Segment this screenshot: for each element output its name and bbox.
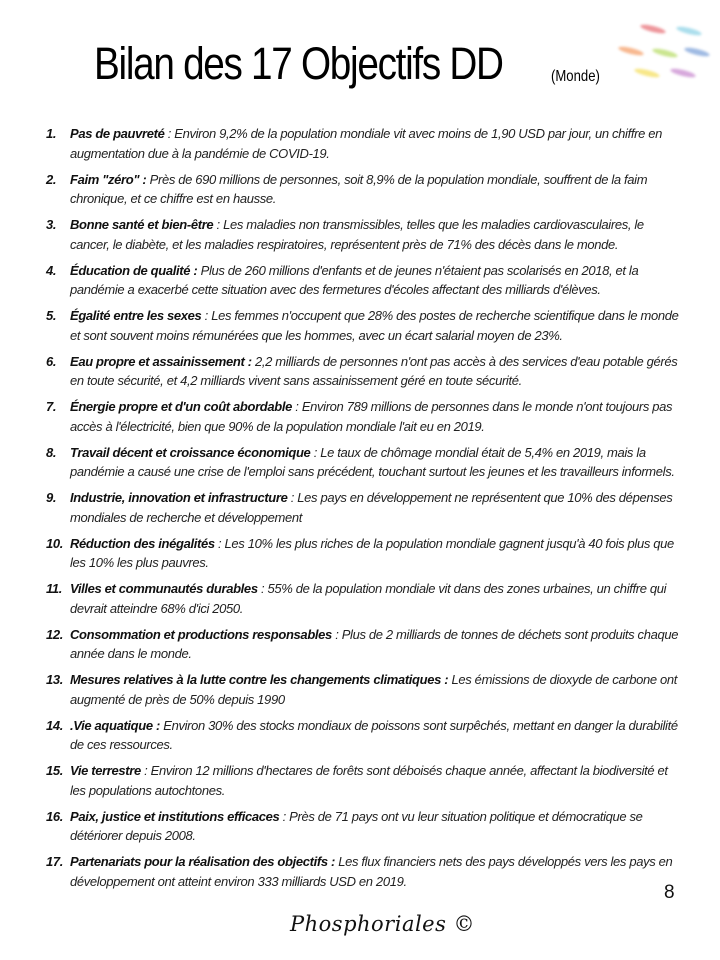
goal-separator: :: [257, 581, 268, 596]
goal-description: Les pays en développement ne représentent que 10% des dépenses mondiales de recherche et développement: [70, 490, 673, 525]
goal-number: 15.: [46, 763, 64, 778]
goal-item: [40, 170, 680, 209]
goal-title: Partenariats pour la réalisation des objectifs :: [70, 854, 335, 869]
goal-title: Villes et communautés durables: [70, 581, 258, 596]
goal-description: Les femmes n'occupent que 28% des postes de recherche scientifique dans le monde et sont souvent moins rémunérées que les hommes, avec un écart salarial moyen de 23%.: [70, 308, 679, 343]
goal-separator: :: [140, 763, 151, 778]
goal-number: 9.: [46, 490, 57, 505]
goal-title: Éducation de qualité :: [70, 262, 198, 278]
goal-number: 5.: [46, 308, 57, 323]
goal-description: Près de 690 millions de personnes, soit 8,9% de la population mondiale, souffrent de la faim chronique, et ce chiffre est en hausse.: [70, 171, 648, 206]
sdg-butterflies-logo-icon: [614, 22, 714, 82]
page-title-row: [94, 38, 569, 90]
goal-item: [40, 124, 680, 163]
goal-number: 12.: [46, 626, 64, 642]
goal-description: Environ 9,2% de la population mondiale vit avec moins de 1,90 USD par jour, un chiffre en augmentation due à la pandémie de COVID-19.: [70, 126, 662, 161]
goal-description: Les 10% les plus riches de la population mondiale gagnent jusqu'à 40 fois plus que les 10% les plus pauvres.: [70, 535, 674, 570]
goal-item: [40, 215, 680, 254]
goal-title: Eau propre et assainissement :: [70, 353, 252, 369]
goal-separator: :: [279, 808, 290, 824]
goal-number: 1.: [46, 126, 57, 141]
goal-number: 10.: [46, 535, 64, 551]
goal-number: 14.: [46, 717, 64, 733]
goal-description: Les émissions de dioxyde de carbone ont augmenté de près de 50% depuis 1990: [70, 672, 678, 707]
goal-item: [40, 625, 680, 664]
goal-separator: :: [292, 399, 302, 414]
goal-item: [40, 306, 680, 345]
goal-description: Les flux financiers nets des pays développés vers les pays en développement ont atteint environ 333 milliards USD en 2019.: [70, 854, 673, 889]
goal-number: 6.: [46, 353, 57, 369]
goal-number: 2.: [46, 171, 57, 187]
goal-description: Environ 30% des stocks mondiaux de poissons sont surpêchés, mettant en danger la durabilité de ces ressources.: [70, 717, 678, 752]
page-number: 8: [664, 882, 675, 903]
goal-title: Industrie, innovation et infrastructure: [70, 490, 288, 505]
goal-title: Bonne santé et bien-être: [70, 217, 214, 232]
goal-title: .Vie aquatique :: [70, 717, 160, 733]
goal-separator: :: [310, 444, 321, 460]
goal-title: Égalité entre les sexes: [70, 308, 202, 323]
goal-title: Paix, justice et institutions efficaces: [70, 808, 280, 824]
goal-description: Plus de 2 milliards de tonnes de déchets sont produits chaque année dans le monde.: [70, 626, 679, 661]
goal-separator: :: [287, 490, 298, 505]
goal-item: [40, 807, 680, 846]
goal-separator: :: [164, 126, 175, 141]
goal-item: [40, 352, 680, 391]
goal-item: [40, 670, 680, 709]
goal-separator: :: [331, 626, 342, 642]
page-subtitle: (Monde): [551, 68, 600, 85]
goal-separator: :: [214, 535, 225, 551]
goal-title: Réduction des inégalités: [70, 535, 215, 551]
goal-number: 11.: [46, 581, 63, 596]
page-title: Bilan des 17 Objectifs DD: [94, 38, 503, 89]
goal-title: Faim "zéro" :: [70, 171, 147, 187]
goal-number: 4.: [46, 262, 57, 278]
goal-item: [40, 488, 680, 527]
goal-description: 55% de la population mondiale vit dans des zones urbaines, un chiffre qui devrait atteindre 68% d'ici 2050.: [70, 581, 667, 616]
goals-list: [40, 124, 680, 898]
goal-description: Plus de 260 millions d'enfants et de jeunes n'étaient pas scolarisés en 2018, et la pandémie a exacerbé cette situation avec des fermetures d'écoles affectant des milliards d'élèves.: [70, 262, 639, 297]
goal-item: [40, 261, 680, 300]
goal-number: 3.: [46, 217, 57, 232]
goal-title: Pas de pauvreté: [70, 126, 165, 141]
goal-number: 13.: [46, 672, 64, 687]
goal-item: [40, 579, 680, 618]
goal-description: Environ 789 millions de personnes dans le monde n'ont toujours pas accès à l'électricité, bien que 90% de la population mondiale l'ait eu en 2019.: [70, 399, 673, 434]
goal-item: [40, 397, 680, 436]
goal-title: Vie terrestre: [70, 763, 141, 778]
goal-item: [40, 534, 680, 573]
goal-description: Environ 12 millions d'hectares de forêts sont déboisés chaque année, affectant la biodiversité et les populations autochtones.: [70, 763, 668, 798]
footer-brand: Phosphoriales ©: [290, 912, 476, 936]
goal-title: Mesures relatives à la lutte contre les changements climatiques :: [70, 672, 449, 687]
goal-item: [40, 761, 680, 800]
goal-item: [40, 852, 680, 891]
goal-title: Consommation et productions responsables: [70, 626, 332, 642]
goal-description: Le taux de chômage mondial était de 5,4% en 2019, mais la pandémie a causé une crise de l'emploi sans précédent, touchant surtout les jeunes et les travailleurs informels.: [70, 444, 675, 479]
goal-number: 8.: [46, 444, 57, 460]
goal-number: 17.: [46, 854, 64, 869]
goal-item: [40, 443, 680, 482]
goal-description: 2,2 milliards de personnes n'ont pas accès à des services d'eau potable gérés en toute sécurité, et 4,2 milliards vivent sans assainissement géré en toute sécurité.: [70, 353, 678, 388]
goal-item: [40, 716, 680, 755]
goal-description: Près de 71 pays ont vu leur situation politique et démocratique se détériorer depuis 2008.: [70, 808, 643, 843]
goal-title: Énergie propre et d'un coût abordable: [70, 399, 293, 414]
goal-title: Travail décent et croissance économique: [70, 444, 311, 460]
goal-separator: :: [201, 308, 212, 323]
goal-description: Les maladies non transmissibles, telles que les maladies cardiovasculaires, le cancer, le diabète, et les maladies respiratoires, représentent près de 71% des décès dans le monde.: [70, 217, 644, 252]
goal-number: 7.: [46, 399, 57, 414]
goal-number: 16.: [46, 808, 64, 824]
goal-separator: :: [213, 217, 224, 232]
